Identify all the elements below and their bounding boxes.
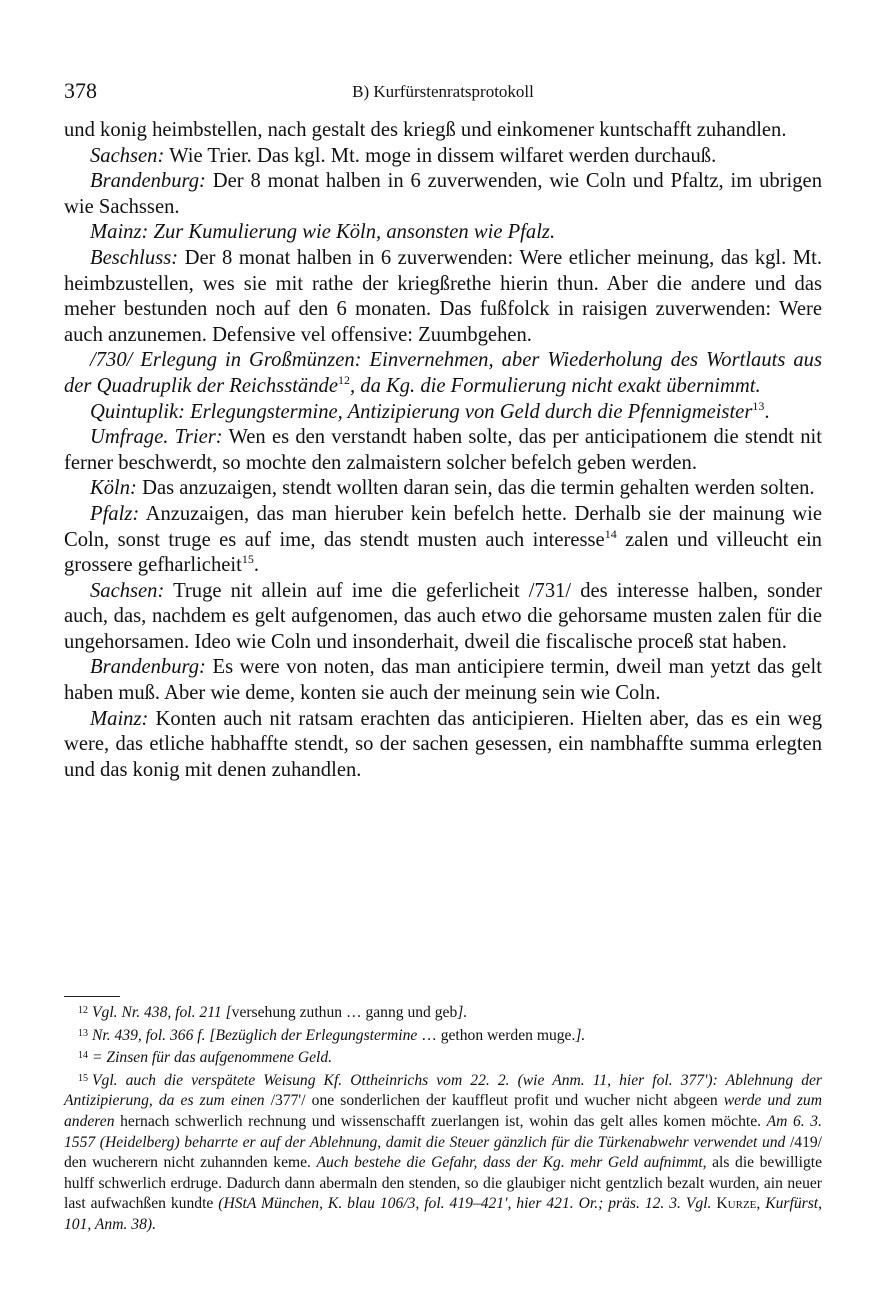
paragraph	[64, 118, 822, 144]
author-name: Kurze	[716, 1195, 757, 1213]
text: Konten auch nit ratsam erachten das anticipieren. Hielten aber, das es ein weg were, das etliche habhaffte stendt, so der sachen gesessen, ein nambhaffte summa erlegten und das konig mit denen zuhandlen.	[64, 707, 822, 781]
text: Das anzuzaigen, stendt wollten daran sein, das die termin gehalten werden solten.	[136, 477, 815, 500]
text: und konig heimbstellen, nach gestalt des kriegß und einkomener kuntschafft zuhandlen.	[64, 119, 787, 141]
footnote-number: 12	[78, 1005, 88, 1016]
text: Der 8 monat halben in 6 zuverwenden: Were etlicher meinung, das kgl. Mt. heimbzustellen, wes sie mit rathe der kriegßrethe hierin thun. Aber die andere und das meher bestunden noch auf den 6 monaten. Das fußfolck in raisigen zuverwenden: Were auch anzunemen. Defensive vel offensive: Zuumbgehen.	[64, 246, 822, 346]
paragraph	[64, 348, 822, 399]
running-title: B) Kurfürstenratsprotokoll	[352, 82, 534, 101]
text: .	[253, 554, 259, 577]
italic-text: Auch bestehe die Gefahr, dass der Kg. mehr Geld aufnimmt,	[316, 1154, 707, 1172]
paragraph	[64, 220, 822, 246]
text: /419/ den wucherern nicht zuhannden keme.	[64, 1133, 822, 1172]
italic-text: werde und zum anderen	[64, 1092, 822, 1130]
footnote	[64, 1069, 822, 1236]
paragraph	[64, 246, 822, 348]
text: Wie Trier. Das kgl. Mt. moge in dissem wilfaret werden durchauß.	[164, 144, 717, 167]
italic-text: Köln:	[90, 477, 137, 500]
italic-text: Beschluss:	[90, 246, 179, 269]
italic-text: Brandenburg:	[90, 656, 206, 679]
italic-text: Mainz:	[90, 707, 149, 730]
text: Es were von noten, das man anticipiere termin, dweil man yetzt das gelt haben muß. Aber wie deme, konten sie auch der meinung sein wie Coln.	[64, 656, 822, 705]
italic-text: Vgl. auch die verspätete Weisung Kf. Ottheinrichs vom 22. 2. (wie Anm. 11, hier fol. 377'): Ablehnung der Antizipierung, da es zum einen	[64, 1071, 822, 1110]
text: Truge nit allein auf ime die geferlicheit /731/ des interesse halben, sonder auch, das, nachdem es gelt aufgenomen, das auch etwo die gehorsame musten zalen für die ungehorsamen. Ideo wie Coln und insonderhait, dweil die fiscalische proceß stat haben.	[64, 579, 822, 653]
italic-text: Vgl. Nr. 438, fol. 211 [	[92, 1004, 232, 1021]
italic-text: ].	[575, 1026, 586, 1044]
footnote-divider	[64, 996, 120, 997]
italic-text: /730/ Erlegung in Großmünzen: Einvernehmen, aber Wiederholung des Wortlauts aus der Quadruplik der Reichsstände	[64, 349, 822, 397]
italic-text: , da Kg. die Formulierung nicht exakt übernimmt.	[349, 374, 761, 397]
footnote-number: 15	[78, 1072, 88, 1084]
text: als die bewilligte hulff schwerlich erdruge. Dadurch dann abermaln den stenden, so die glaubiger nicht gentzlich bezalt wurden, ain neuer last aufwachßen kundte	[64, 1154, 822, 1213]
italic-text: Sachsen:	[90, 144, 165, 167]
footnote	[64, 1024, 822, 1047]
page-header	[64, 78, 822, 108]
text: /377'/ one sonderlichen der kauffleut profit und wucher nicht abgeen	[270, 1092, 724, 1110]
italic-text: Sachsen:	[90, 579, 165, 602]
text: versehung zuthun … ganng und geb	[231, 1004, 458, 1021]
paragraph	[64, 579, 822, 656]
italic-text: (HStA München, K. blau 106/3, fol. 419–421', hier 421. Or.; präs. 12. 3. Vgl.	[218, 1195, 717, 1213]
text: zalen und villeucht ein grossere gefharlicheit	[64, 528, 822, 577]
footnote-reference: 13	[752, 398, 765, 413]
italic-text: , Kurfürst, 101, Anm. 38).	[64, 1195, 823, 1233]
footnote-reference: 12	[337, 372, 350, 387]
paragraph	[64, 400, 822, 426]
paragraph	[64, 476, 822, 502]
paragraph	[64, 144, 822, 170]
footnote	[64, 1001, 822, 1024]
paragraph	[64, 169, 822, 220]
italic-text: Nr. 439, fol. 366 f. [Bezüglich der Erlegungstermine	[92, 1026, 418, 1044]
text: Wen es den verstandt haben solte, das per anticipationem die stendt nit ferner beschwerdt, so mochte den zalmaistern solcher befelch geben werden.	[64, 426, 822, 474]
text: Der 8 monat halben in 6 zuverwenden, wie Coln und Pfaltz, im ubrigen wie Sachssen.	[64, 170, 822, 218]
text: .	[764, 400, 770, 423]
italic-text: Pfalz:	[90, 502, 140, 525]
footnotes	[64, 1001, 822, 1236]
italic-text: Umfrage. Trier:	[90, 426, 223, 449]
italic-text: Mainz: Zur Kumulierung wie Köln, ansonsten wie Pfalz.	[90, 221, 556, 244]
paragraph	[64, 707, 822, 784]
text: hernach schwerlich rechnung und wissenschafft zuerlangen ist, wohin das gelt alles komen möchte.	[114, 1112, 767, 1130]
text: … gethon werden muge.	[417, 1026, 576, 1044]
paragraph	[64, 425, 822, 476]
paragraph	[64, 655, 822, 706]
page-number: 378	[64, 78, 97, 103]
italic-text: ].	[457, 1004, 468, 1021]
text: Anzuzaigen, das man hieruber kein befelch hette. Derhalb sie der mainung wie Coln, sonst truge es auf ime, das stendt musten auch interesse	[64, 502, 822, 551]
footnote-number: 14	[78, 1050, 88, 1062]
footnote	[64, 1046, 822, 1069]
italic-text: = Zinsen für das aufgenommene Geld.	[92, 1049, 333, 1067]
main-text	[64, 118, 822, 783]
paragraph	[64, 502, 822, 579]
italic-text: Am 6. 3. 1557 (Heidelberg) beharrte er auf der Ablehnung, damit die Steuer gänzlich für die Türkenabwehr verwendet und	[64, 1112, 822, 1151]
footnote-reference: 14	[604, 526, 617, 541]
footnote-number: 13	[78, 1027, 88, 1039]
italic-text: Quintuplik: Erlegungstermine, Antizipierung von Geld durch die Pfennigmeister	[90, 400, 753, 423]
italic-text: Brandenburg:	[90, 170, 206, 193]
footnote-reference: 15	[241, 552, 254, 567]
